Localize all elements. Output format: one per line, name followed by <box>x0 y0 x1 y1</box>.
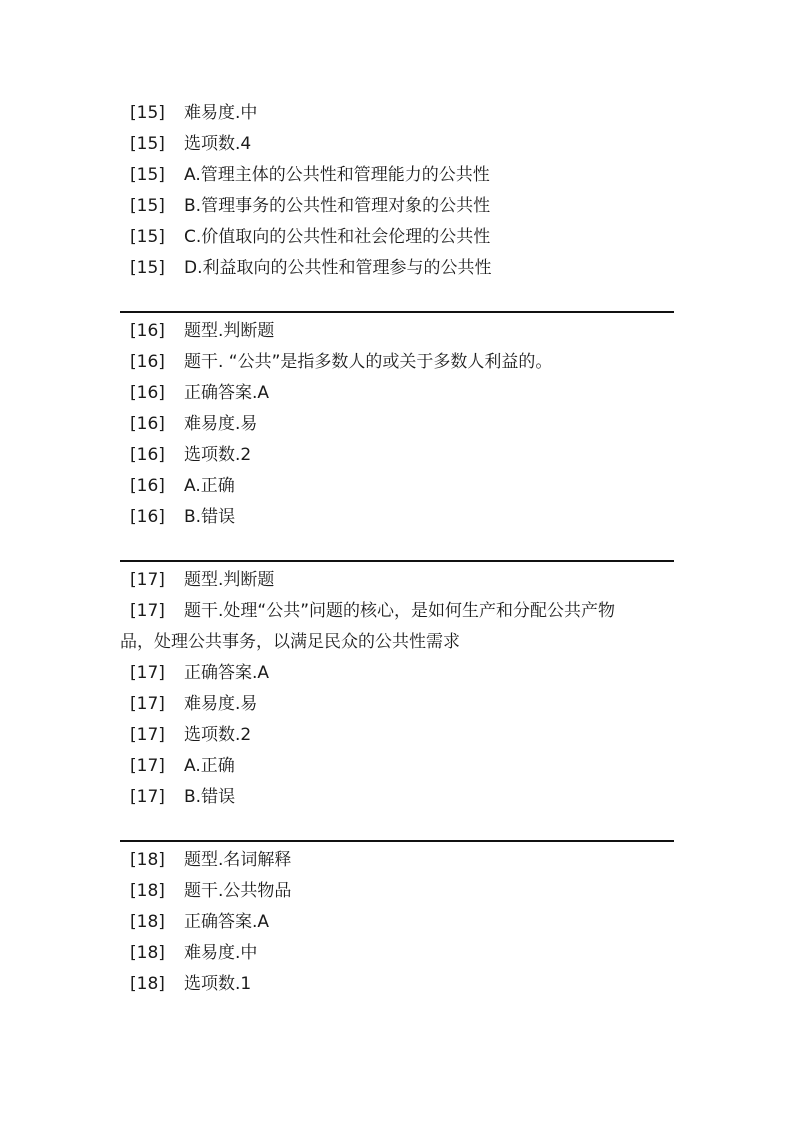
q17-stem-continuation: 品，处理公共事务，以满足民众的公共性需求 <box>120 632 460 652</box>
q18-stem: [18] 题干.公共物品 <box>130 881 292 901</box>
document-page <box>0 98 793 1000</box>
q16-option-count: [16] 选项数.2 <box>130 445 252 465</box>
question-17-block <box>120 565 674 842</box>
q15-difficulty: [15] 难易度.中 <box>130 103 258 123</box>
q15-option-b: [15] B.管理事务的公共性和管理对象的公共性 <box>130 196 491 216</box>
q18-type: [18] 题型.名词解释 <box>130 850 292 870</box>
q16-type: [16] 题型.判断题 <box>130 321 275 341</box>
q16-option-b: [16] B.错误 <box>130 507 236 527</box>
q16-answer: [16] 正确答案.A <box>130 383 270 403</box>
q16-difficulty: [16] 难易度.易 <box>130 414 258 434</box>
q17-option-a: [17] A.正确 <box>130 756 235 776</box>
section-divider <box>120 311 674 313</box>
q15-option-a: [15] A.管理主体的公共性和管理能力的公共性 <box>130 165 490 185</box>
q16-option-a: [16] A.正确 <box>130 476 235 496</box>
q17-difficulty: [17] 难易度.易 <box>130 694 258 714</box>
q17-type: [17] 题型.判断题 <box>130 570 275 590</box>
q17-option-b: [17] B.错误 <box>130 787 236 807</box>
q15-option-d: [15] D.利益取向的公共性和管理参与的公共性 <box>130 258 492 278</box>
section-divider <box>120 560 674 562</box>
q15-option-c: [15] C.价值取向的公共性和社会伦理的公共性 <box>130 227 491 247</box>
q17-stem: [17] 题干.处理“公共”问题的核心，是如何生产和分配公共产物 <box>130 601 616 621</box>
q18-difficulty: [18] 难易度.中 <box>130 943 258 963</box>
question-15-block <box>120 98 674 313</box>
question-16-block <box>120 316 674 562</box>
q17-option-count: [17] 选项数.2 <box>130 725 252 745</box>
q18-option-count: [18] 选项数.1 <box>130 974 252 994</box>
q16-stem: [16] 题干. “公共”是指多数人的或关于多数人利益的。 <box>130 352 553 372</box>
section-divider <box>120 840 674 842</box>
question-18-block <box>120 845 674 1000</box>
q17-answer: [17] 正确答案.A <box>130 663 270 683</box>
q15-option-count: [15] 选项数.4 <box>130 134 252 154</box>
q18-answer: [18] 正确答案.A <box>130 912 270 932</box>
